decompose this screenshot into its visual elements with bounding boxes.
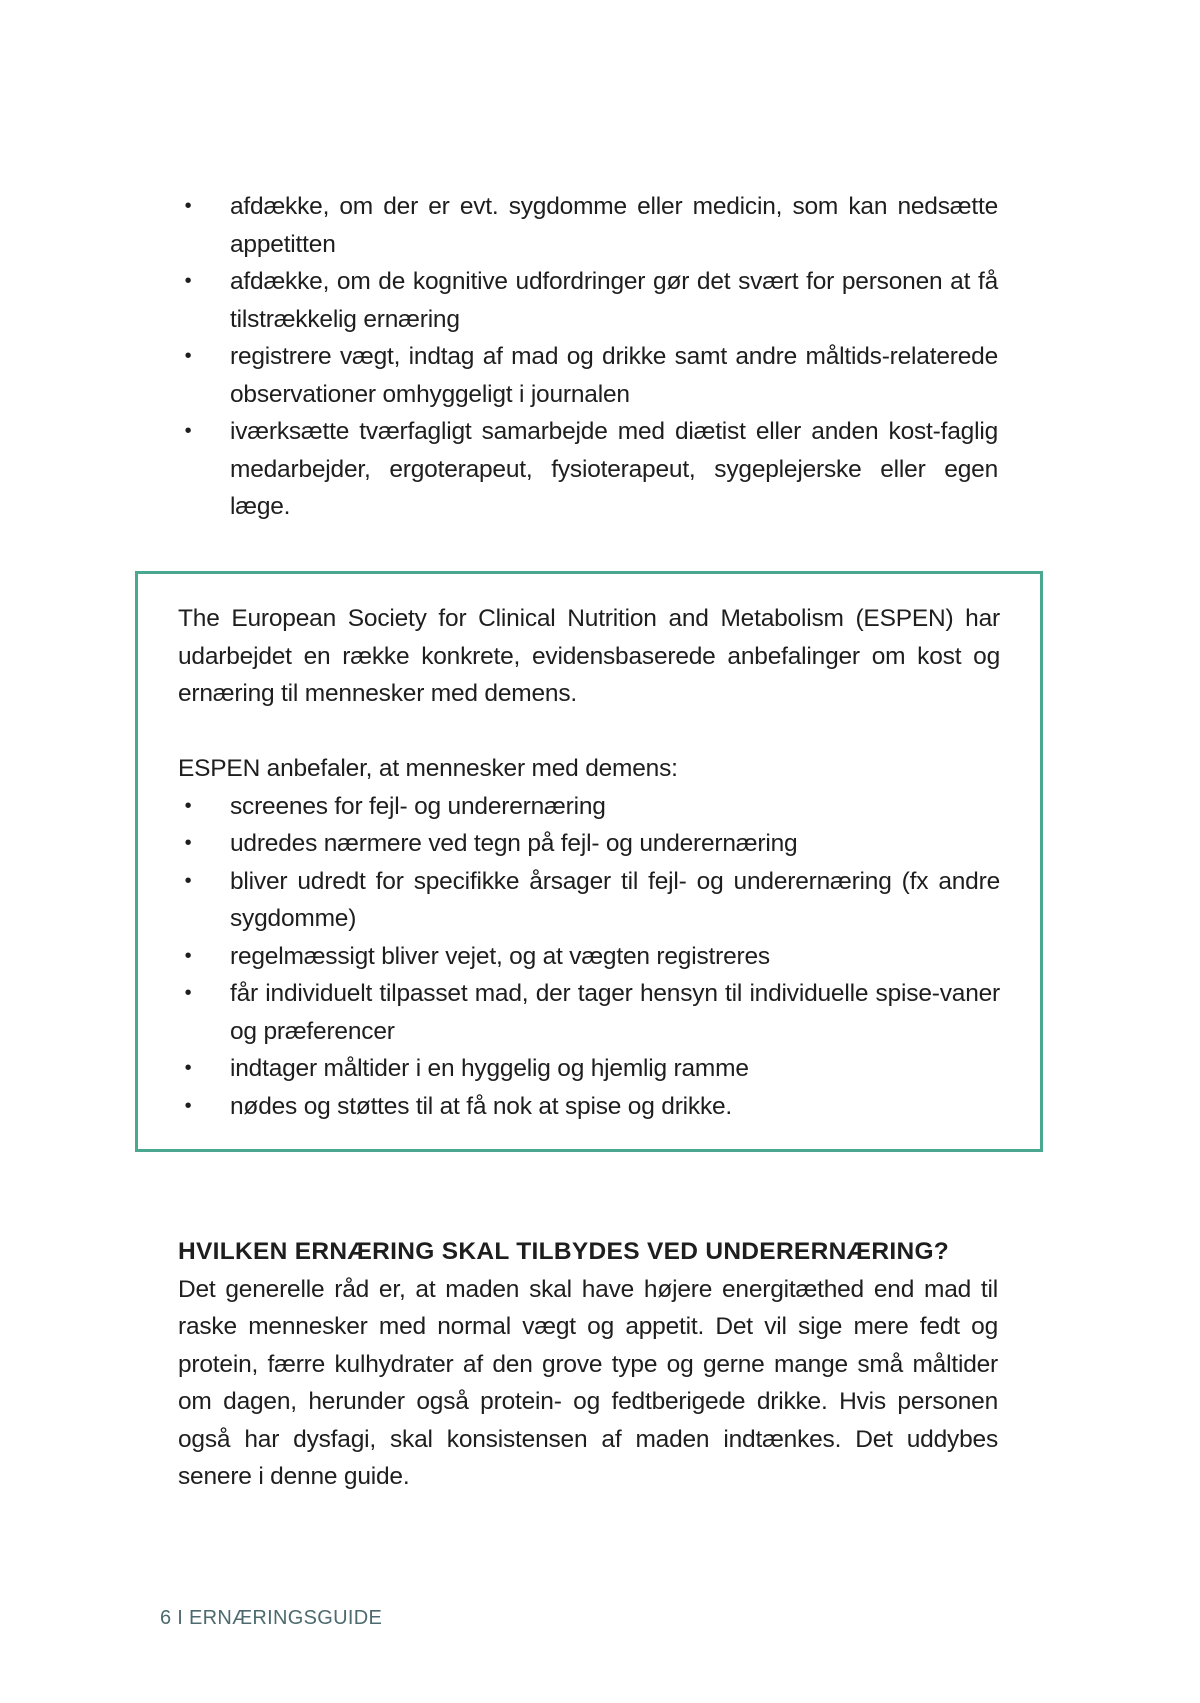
list-item — [178, 938, 1000, 976]
list-item-text: afdække, om der er evt. sygdomme eller medicin, som kan nedsætte appetitten — [230, 193, 998, 258]
section-heading: HVILKEN ERNÆRING SKAL TILBYDES VED UNDERERNÆRING? — [178, 1238, 950, 1265]
list-item-text: får individuelt tilpasset mad, der tager hensyn til individuelle spise-vaner og præferencer — [230, 980, 1000, 1045]
nutrition-section — [178, 1233, 998, 1496]
list-item-text: afdække, om de kognitive udfordringer gør det svært for personen at få tilstrækkelig ernæring — [230, 268, 998, 333]
bullet-icon: • — [184, 1057, 192, 1079]
list-item-text: nødes og støttes til at få nok at spise og drikke. — [230, 1092, 733, 1120]
list-item — [178, 188, 998, 263]
espen-list-intro: ESPEN anbefaler, at mennesker med demens: — [178, 755, 678, 782]
espen-recommendations-list — [178, 788, 1000, 1126]
list-item — [178, 338, 998, 413]
list-item — [178, 1050, 1000, 1088]
bullet-icon: • — [184, 832, 192, 854]
bullet-icon: • — [184, 345, 192, 367]
list-item-text: bliver udredt for specifikke årsager til fejl- og underernæring (fx andre sygdomme) — [230, 867, 1000, 932]
list-item-text: screenes for fejl- og underernæring — [230, 792, 606, 820]
list-item-text: registrere vægt, indtag af mad og drikke samt andre måltids-relaterede observationer omhyggeligt i journalen — [230, 343, 998, 408]
list-item-text: udredes nærmere ved tegn på fejl- og underernæring — [230, 830, 798, 857]
bullet-icon: • — [184, 195, 192, 217]
action-list — [178, 188, 998, 526]
bullet-icon: • — [184, 794, 192, 817]
page-footer: 6 I ERNÆRINGSGUIDE — [160, 1607, 383, 1629]
list-item — [178, 1088, 1000, 1126]
bullet-icon: • — [184, 1094, 192, 1117]
bullet-icon: • — [184, 944, 192, 967]
list-item — [178, 263, 998, 338]
list-item — [178, 863, 1000, 938]
espen-box-content — [178, 600, 1000, 1125]
paragraph-spacer — [178, 713, 1000, 751]
list-item-text: indtager måltider i en hyggelig og hjemlig ramme — [230, 1055, 749, 1082]
list-item — [178, 413, 998, 526]
list-item-text: regelmæssigt bliver vejet, og at vægten registreres — [230, 942, 770, 970]
espen-intro: The European Society for Clinical Nutrition and Metabolism (ESPEN) har udarbejdet en række konkrete, evidensbaserede anbefalinger om kost og ernæring til mennesker med demens. — [178, 605, 1000, 707]
section-body: Det generelle råd er, at maden skal have højere energitæthed end mad til raske mennesker med normal vægt og appetit. Det vil sige mere fedt og protein, færre kulhydrater af den grove type og gerne mange små måltider om dagen, herunder også protein- og fedtberigede drikke. Hvis personen også har dysfagi, skal konsistensen af maden indtænkes. Det uddybes senere i denne guide. — [178, 1275, 998, 1490]
list-item — [178, 788, 1000, 826]
list-item — [178, 975, 1000, 1050]
top-bullet-list — [178, 188, 998, 526]
espen-info-box — [135, 571, 1043, 1152]
bullet-icon: • — [184, 420, 192, 442]
bullet-icon: • — [184, 869, 192, 892]
list-item — [178, 825, 1000, 863]
bullet-icon: • — [184, 982, 192, 1004]
list-item-text: iværksætte tværfagligt samarbejde med diætist eller anden kost-faglig medarbejder, ergoterapeut, fysioterapeut, sygeplejerske eller egen læge. — [230, 418, 998, 520]
bullet-icon: • — [184, 270, 192, 292]
